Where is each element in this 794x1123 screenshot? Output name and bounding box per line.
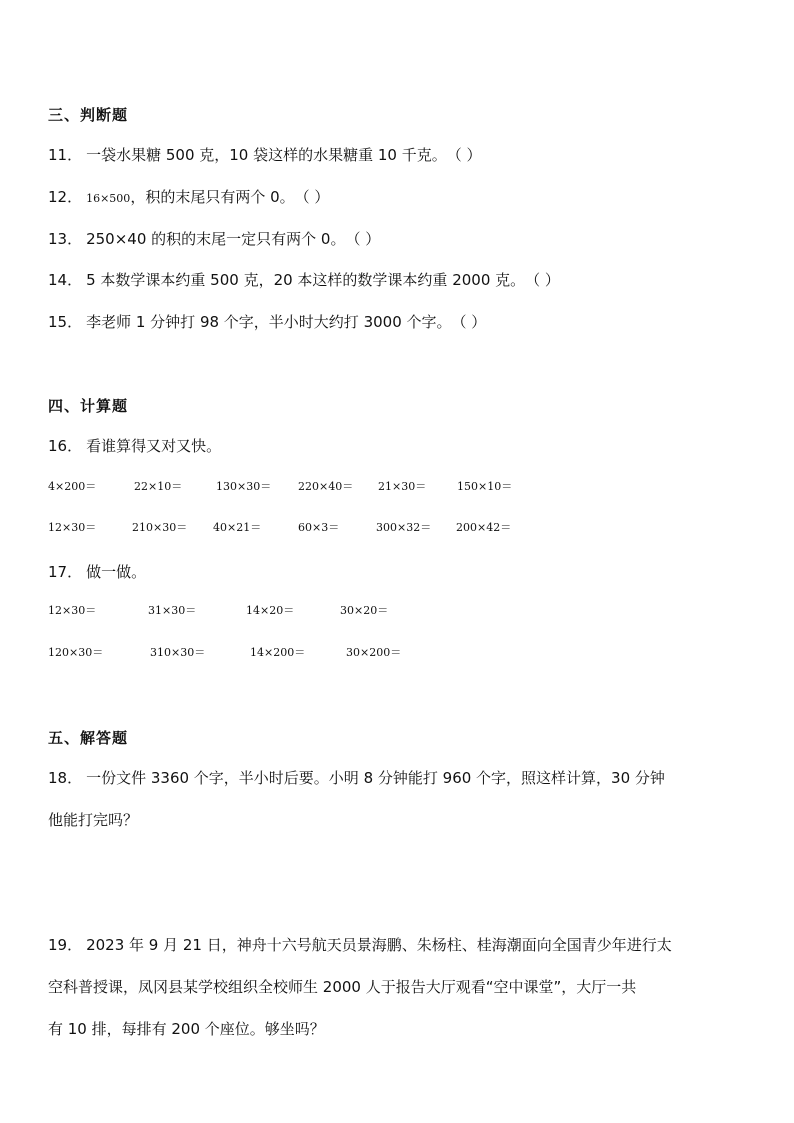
question-number: 15． (48, 313, 83, 331)
expression: 130×30＝ (216, 480, 272, 493)
question-18-line-2: 他能打完吗？ (48, 811, 139, 829)
math-expression: 16×500 (86, 192, 131, 205)
expression: 300×32＝ (376, 521, 432, 534)
expression: 14×200＝ (250, 646, 306, 659)
question-15 (48, 312, 486, 332)
question-16 (48, 436, 221, 456)
section-heading-answer: 五、解答题 (48, 729, 129, 747)
answer-blank[interactable]: （ ） (446, 146, 482, 164)
section-heading-calc: 四、计算题 (48, 397, 129, 415)
question-number: 14． (48, 271, 83, 289)
expression: 14×20＝ (246, 604, 295, 617)
expression: 150×10＝ (457, 480, 513, 493)
expression: 4×200＝ (48, 480, 97, 493)
question-text: 做一做。 (86, 563, 147, 581)
answer-blank[interactable]: （ ） (525, 271, 560, 289)
expression: 22×10＝ (134, 480, 183, 493)
question-number: 18． (48, 769, 83, 787)
expression: 12×30＝ (48, 521, 97, 534)
question-text: 看谁算得又对又快。 (86, 437, 222, 455)
question-number: 11． (48, 146, 83, 164)
expression: 30×20＝ (340, 604, 389, 617)
question-text: 一袋水果糖 500 克，10 袋这样的水果糖重 10 千克。 (86, 146, 447, 164)
question-text: ，积的末尾只有两个 0。 (130, 188, 295, 206)
question-14 (48, 270, 560, 290)
question-19-line-1 (48, 935, 672, 955)
question-11 (48, 145, 482, 165)
question-19-line-3: 有 10 排，每排有 200 个座位。够坐吗？ (48, 1020, 325, 1038)
question-number: 13． (48, 230, 83, 248)
question-text: 250×40 的积的末尾一定只有两个 0。 (86, 230, 346, 248)
answer-blank[interactable]: （ ） (345, 230, 381, 248)
question-number: 12． (48, 188, 83, 206)
question-number: 16． (48, 437, 83, 455)
expression: 120×30＝ (48, 646, 104, 659)
expression: 60×3＝ (298, 521, 340, 534)
question-text: 一份文件 3360 个字，半小时后要。小明 8 分钟能打 960 个字，照这样计算，30 分钟 (86, 769, 665, 787)
question-number: 17． (48, 563, 83, 581)
expression: 12×30＝ (48, 604, 97, 617)
expression: 200×42＝ (456, 521, 512, 534)
question-18-line-1 (48, 768, 665, 788)
question-text: 2023 年 9 月 21 日，神舟十六号航天员景海鹏、朱杨柱、桂海潮面向全国青少年进行太 (86, 936, 672, 954)
expression: 310×30＝ (150, 646, 206, 659)
question-text: 李老师 1 分钟打 98 个字，半小时大约打 3000 个字。 (86, 313, 452, 331)
question-text: 5 本数学课本约重 500 克，20 本这样的数学课本约重 2000 克。 (86, 271, 526, 289)
answer-blank[interactable]: （ ） (294, 188, 330, 206)
question-17 (48, 562, 146, 582)
answer-blank[interactable]: （ ） (451, 313, 487, 331)
expression: 40×21＝ (213, 521, 262, 534)
expression: 220×40＝ (298, 480, 354, 493)
question-12 (48, 187, 329, 209)
expression: 21×30＝ (378, 480, 427, 493)
expression: 31×30＝ (148, 604, 197, 617)
question-13 (48, 229, 380, 249)
expression: 210×30＝ (132, 521, 188, 534)
section-heading-judge: 三、判断题 (48, 106, 129, 124)
question-number: 19． (48, 936, 83, 954)
expression: 30×200＝ (346, 646, 402, 659)
question-19-line-2: 空科普授课，凤冈县某学校组织全校师生 2000 人于报告大厅观看“空中课堂”，大厅一共 (48, 978, 637, 996)
